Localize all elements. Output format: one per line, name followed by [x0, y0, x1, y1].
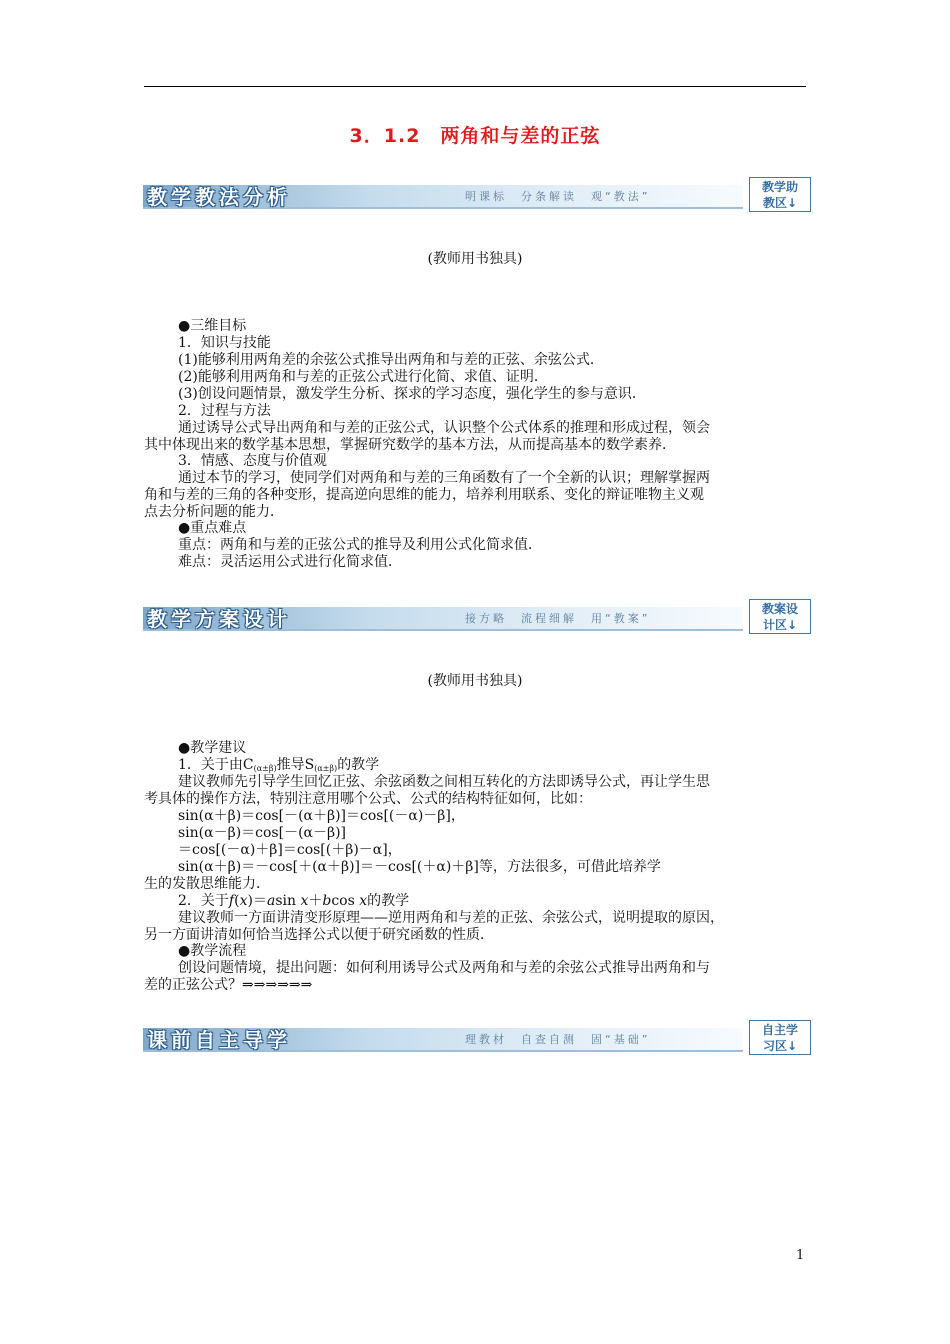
text-line: (1)能够利用两角差的余弦公式推导出两角和与差的正弦、余弦公式．	[178, 352, 604, 368]
math-var: a	[266, 893, 276, 909]
banner-title: 课前自主导学	[147, 1028, 291, 1052]
text-span: 的教学	[367, 893, 410, 909]
formula-line: sin(α－β)＝cos[－(α－β)]	[178, 825, 346, 841]
text-line: 差的正弦公式？⇒⇒⇒⇒⇒⇒	[144, 977, 313, 993]
heading-key-points: ●重点难点	[178, 520, 247, 536]
teacher-note: (教师用书独具)	[427, 673, 523, 689]
text-line: 通过诱导公式导出两角和与差的正弦公式，认识整个公式体系的推理和形成过程，领会	[178, 420, 710, 436]
page-title: 3．1.2 两角和与差的正弦	[349, 125, 601, 147]
math-var: f	[228, 893, 235, 909]
text-line: 3．情感、态度与价值观	[178, 453, 327, 469]
banner-box-line1: 教学助	[761, 180, 798, 194]
heading-teaching-flow: ●教学流程	[178, 943, 247, 959]
banner-slogan: 理教材 自查自测 固“基础”	[465, 1033, 651, 1046]
formula-line: sin(α＋β)＝cos[－(α＋β)]＝cos[(－α)－β]，	[178, 808, 465, 824]
subscript: (α±β)	[253, 764, 277, 773]
page-number: 1	[796, 1248, 805, 1263]
text-line: 角和与差的三角的各种变形，提高逆向思维的能力，培养利用联系、变化的辩证唯物主义观	[144, 487, 704, 503]
text-line: 点去分析问题的能力．	[144, 504, 284, 520]
text-line: 通过本节的学习，使同学们对两角和与差的三角函数有了一个全新的认识；理解掌握两	[178, 470, 710, 486]
text-line: (3)创设问题情景，激发学生分析、探求的学习态度，强化学生的参与意识．	[178, 386, 646, 402]
math-var: x	[359, 893, 368, 909]
top-rule	[144, 86, 806, 87]
subscript: (α±β)	[314, 764, 338, 773]
text-line: 考具体的操作方法，特别注意用哪个公式、公式的结构特征如何，比如：	[144, 791, 592, 807]
banner-area-box	[749, 177, 811, 212]
heading-teaching-advice: ●教学建议	[178, 740, 247, 756]
banner-slogan: 接方略 流程细解 用“教案”	[465, 612, 651, 625]
math-var: b	[322, 893, 332, 909]
banner-area-box	[749, 1020, 811, 1055]
text-line: 生的发散思维能力．	[144, 876, 270, 892]
text-span: 推导S	[276, 757, 315, 773]
text-span: 的教学	[337, 757, 380, 773]
text-span: cos	[331, 893, 360, 909]
text-span: ＋	[308, 893, 323, 909]
heading-goals: ●三维目标	[178, 318, 247, 334]
text-line: (2)能够利用两角和与差的正弦公式进行化简、求值、证明．	[178, 369, 548, 385]
formula-line: ＝cos[(－α)＋β]＝cos[(＋β)－α]，	[178, 842, 402, 858]
formula-line: sin(α＋β)＝－cos[＋(α＋β)]＝－cos[(＋α)＋β]等，方法很多，可借此培养学	[178, 859, 661, 875]
banner-title: 教学教法分析	[147, 185, 291, 209]
section-banner-teaching-analysis	[143, 177, 815, 215]
banner-box-line2: 习区↓	[762, 1039, 798, 1053]
math-var: x	[300, 893, 309, 909]
banner-title: 教学方案设计	[147, 607, 291, 631]
text-span: )＝	[247, 893, 267, 909]
section-banner-self-study	[143, 1020, 815, 1058]
text-span: 2．关于	[178, 893, 229, 909]
text-line: 1．知识与技能	[178, 335, 271, 351]
text-line: 创设问题情境，提出问题：如何利用诱导公式及两角和与差的余弦公式推导出两角和与	[178, 960, 710, 976]
text-span: (	[234, 893, 240, 909]
math-var: x	[239, 893, 248, 909]
banner-box-line2: 计区↓	[762, 618, 798, 632]
banner-area-box	[749, 599, 811, 634]
text-line: 难点：灵活运用公式进行化简求值．	[178, 554, 402, 570]
banner-box-line1: 自主学	[761, 1023, 798, 1037]
teacher-note: (教师用书独具)	[427, 251, 523, 267]
text-line: 建议教师先引导学生回忆正弦、余弦函数之间相互转化的方法即诱导公式，再让学生思	[178, 774, 710, 790]
text-line: 另一方面讲清如何恰当选择公式以便于研究函数的性质．	[144, 927, 494, 943]
text-span: sin	[275, 893, 301, 909]
text-line: 其中体现出来的数学基本思想，掌握研究数学的基本方法，从而提高基本的数学素养．	[144, 437, 676, 453]
text-line: 重点：两角和与差的正弦公式的推导及利用公式化简求值．	[178, 537, 542, 553]
section-banner-plan-design	[143, 599, 815, 637]
text-line: 建议教师一方面讲清变形原理——逆用两角和与差的正弦、余弦公式，说明提取的原因，	[178, 910, 724, 926]
banner-slogan: 明课标 分条解读 观“教法”	[465, 190, 651, 203]
banner-box-line1: 教案设	[761, 602, 798, 616]
text-line: 2．过程与方法	[178, 403, 271, 419]
banner-box-line2: 教区↓	[762, 196, 798, 210]
text-span: 1．关于由C	[178, 757, 254, 773]
text-line-function	[178, 893, 409, 910]
